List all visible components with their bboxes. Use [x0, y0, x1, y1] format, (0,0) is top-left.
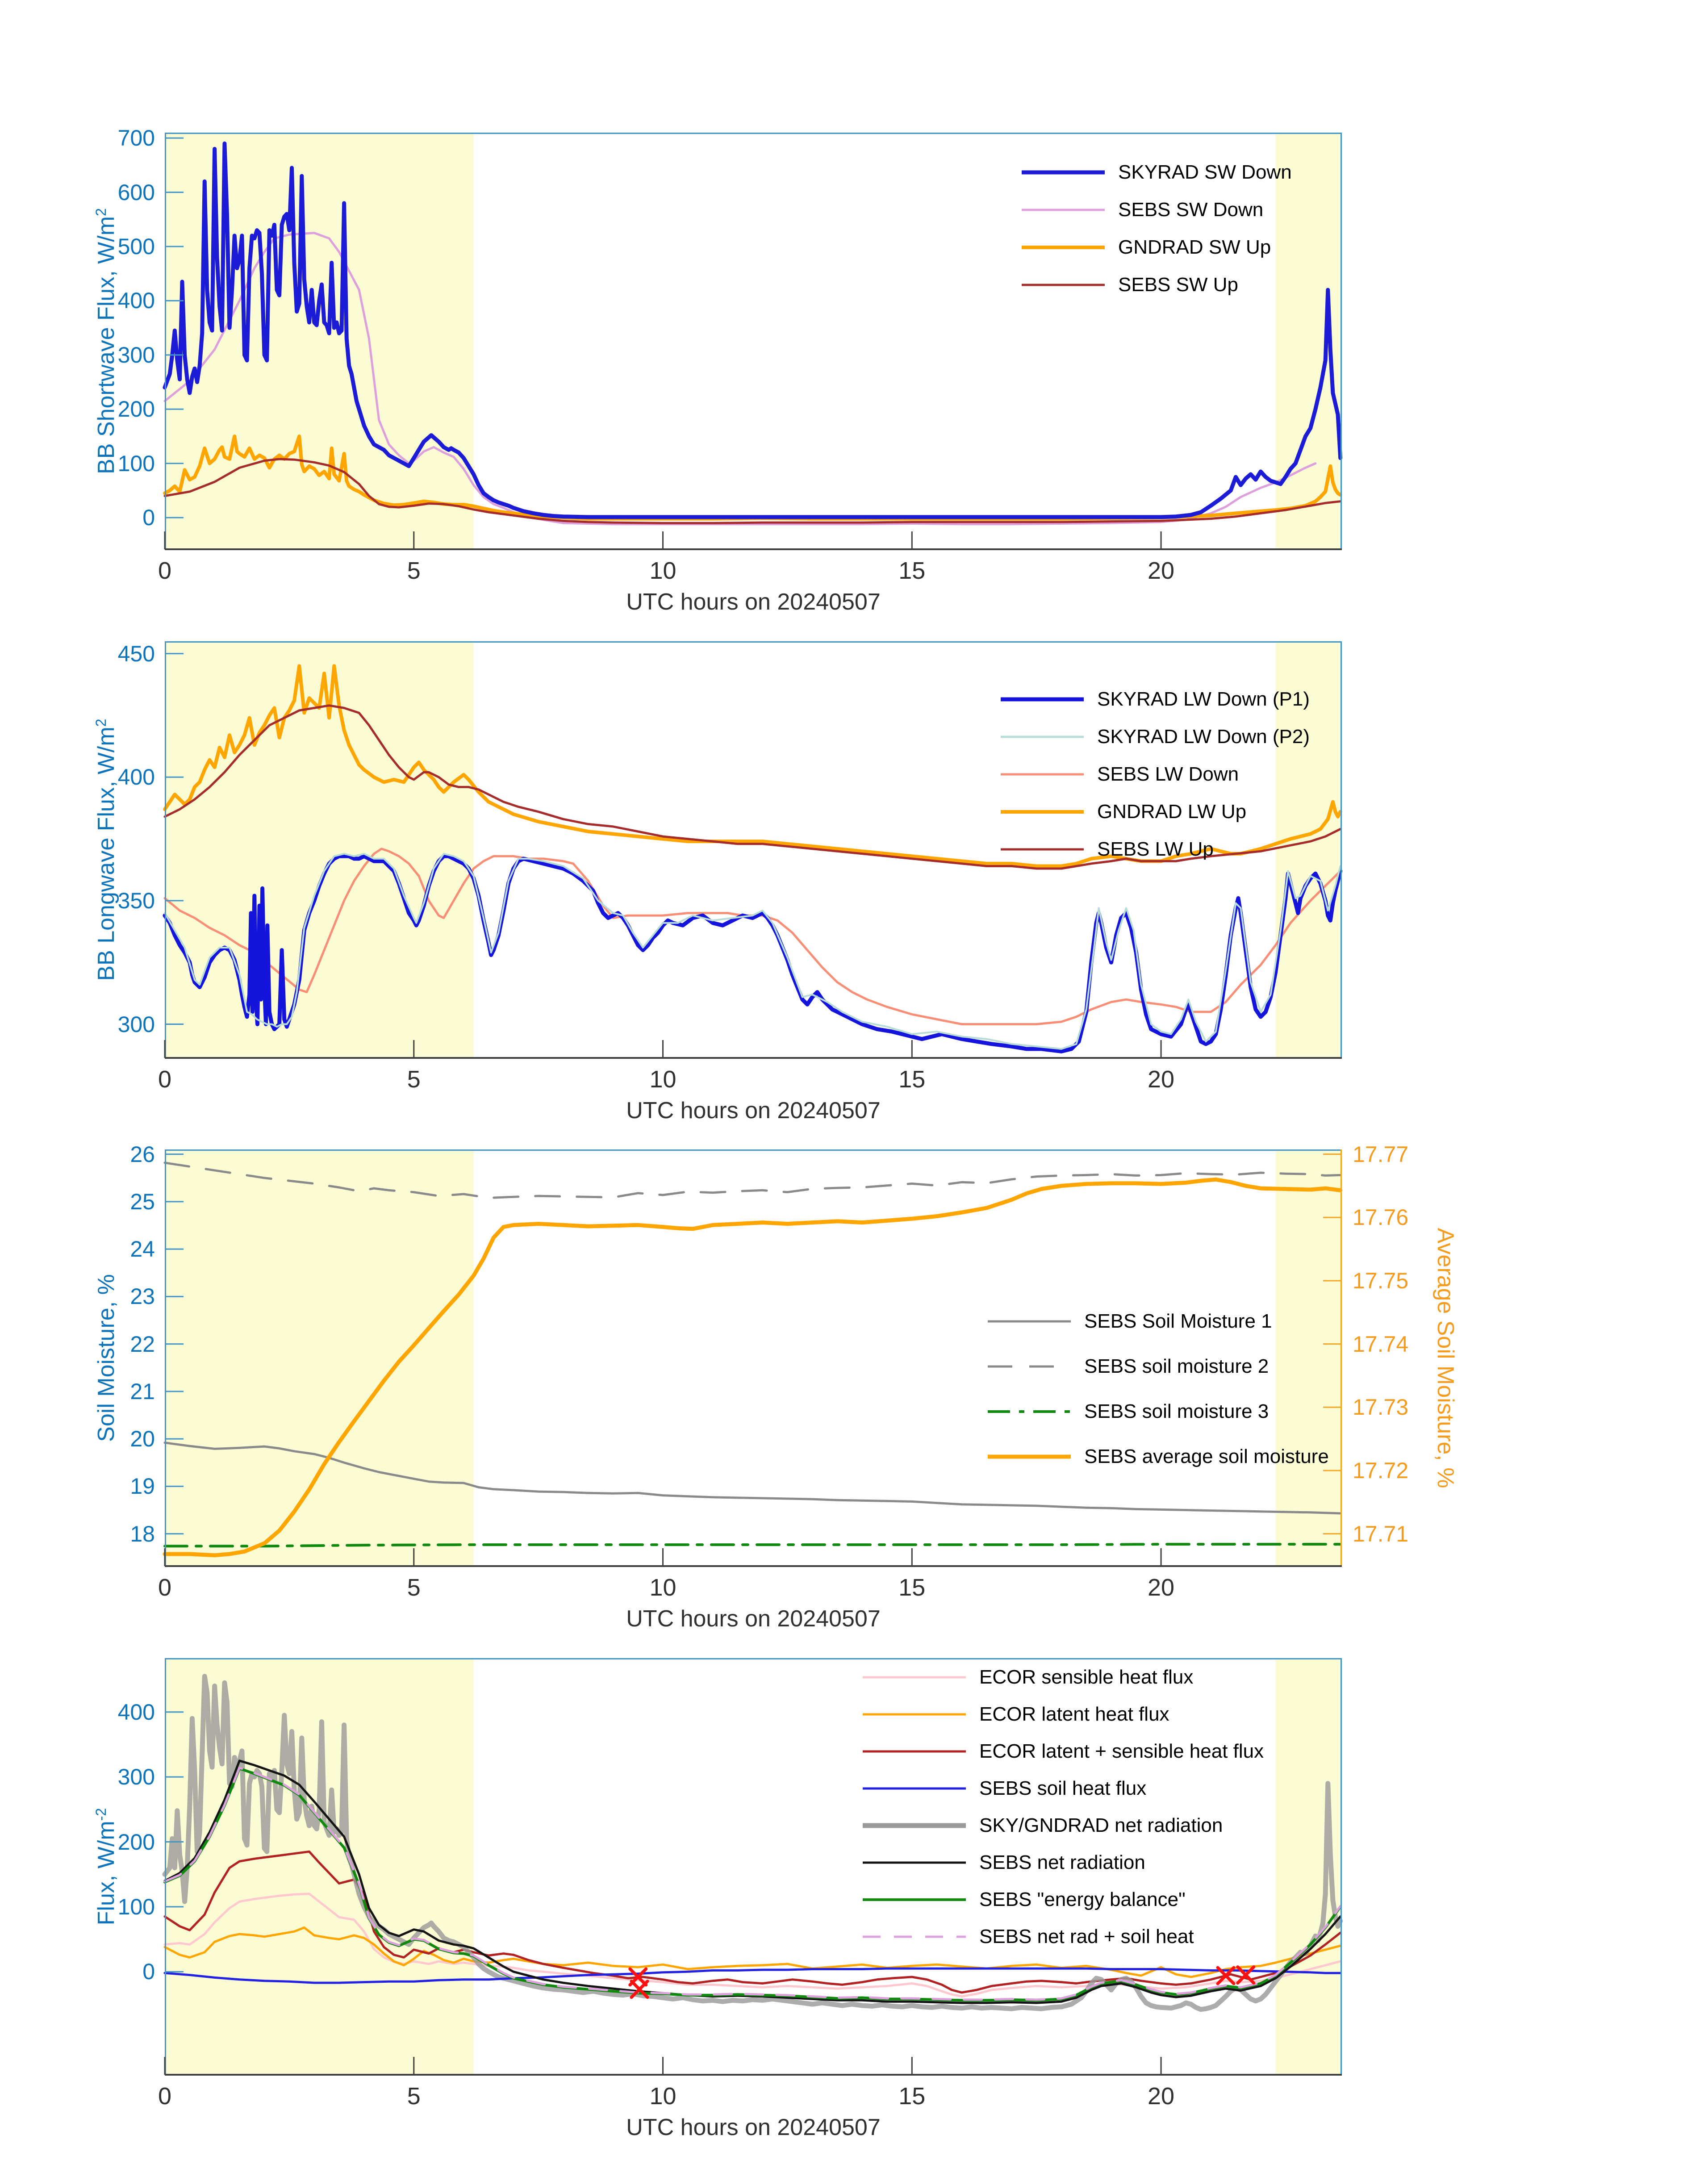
y-tick-label-right: 17.74	[1353, 1331, 1409, 1357]
legend-label: GNDRAD SW Up	[1118, 236, 1271, 258]
y-tick-label: 0	[142, 1959, 155, 1985]
y-tick-label: 200	[117, 1829, 155, 1855]
legend-line-sample	[987, 1316, 1072, 1326]
y-tick-label: 0	[142, 505, 155, 531]
y-tick-label-right: 17.75	[1353, 1268, 1409, 1293]
y-tick-label: 300	[117, 1011, 155, 1037]
legend-item	[862, 1703, 1169, 1726]
x-tick-label: 5	[407, 1066, 421, 1093]
y-tick-label: 26	[130, 1141, 155, 1167]
legend-label: SKYRAD LW Down (P1)	[1097, 688, 1310, 710]
x-tick-label: 10	[649, 2083, 677, 2110]
legend-line-sample	[1021, 242, 1106, 252]
panel-longwave-flux	[0, 641, 1708, 1155]
legend-label: SEBS LW Down	[1097, 763, 1239, 785]
y-tick-label: 21	[130, 1379, 155, 1404]
legend-item	[862, 1740, 1264, 1763]
x-tick-label: 15	[898, 2083, 926, 2110]
legend-label: SEBS Soil Moisture 1	[1084, 1310, 1272, 1332]
x-tick-label: 20	[1148, 1066, 1175, 1093]
x-tick-label: 10	[649, 1066, 677, 1093]
legend-item	[862, 1777, 1146, 1800]
legend-item	[987, 1310, 1272, 1333]
legend-label: SEBS SW Up	[1118, 274, 1238, 296]
y-tick-label: 19	[130, 1474, 155, 1499]
y-tick-label: 200	[117, 397, 155, 422]
x-tick-label: 20	[1148, 2083, 1175, 2110]
legend-label: ECOR latent + sensible heat flux	[979, 1740, 1264, 1762]
y-tick-label: 23	[130, 1284, 155, 1309]
legend-line-sample	[862, 1821, 967, 1830]
y-tick-label: 350	[117, 888, 155, 913]
x-axis-label: UTC hours on 20240507	[626, 589, 881, 615]
legend-line-sample	[862, 1858, 967, 1868]
legend-line-sample	[1000, 732, 1085, 742]
x-tick-label: 15	[898, 1066, 926, 1093]
legend-item	[987, 1446, 1329, 1468]
x-tick-label: 20	[1148, 1574, 1175, 1601]
legend-line-sample	[862, 1895, 967, 1905]
y-tick-label: 400	[117, 1699, 155, 1725]
legend-item	[1021, 161, 1292, 184]
x-tick-label: 10	[649, 1574, 677, 1601]
x-tick-label: 15	[898, 557, 926, 584]
y-tick-label: 700	[117, 125, 155, 151]
y-tick-label: 400	[117, 765, 155, 790]
legend-label: SEBS LW Up	[1097, 838, 1214, 860]
y-tick-label: 25	[130, 1189, 155, 1214]
legend-label: ECOR sensible heat flux	[979, 1666, 1194, 1688]
legend-line-sample	[1000, 844, 1085, 854]
legend-item	[1000, 688, 1310, 710]
night-band	[165, 1149, 474, 1567]
y-axis-label-shortwave: BB Shortwave Flux, $W/m^2$	[92, 208, 120, 474]
legend-label: SKY/GNDRAD net radiation	[979, 1814, 1223, 1836]
legend-line-sample	[1021, 167, 1106, 177]
legend-label: SEBS net radiation	[979, 1851, 1145, 1873]
legend-item	[987, 1400, 1269, 1423]
y-tick-label-right: 17.77	[1353, 1141, 1409, 1167]
legend-item	[862, 1889, 1186, 1911]
panel-energy-flux	[0, 1658, 1708, 2172]
legend-item	[862, 1666, 1193, 1688]
legend-label: SEBS SW Down	[1118, 199, 1264, 221]
x-axis-label: UTC hours on 20240507	[626, 1606, 881, 1632]
legend-label: SEBS soil moisture 3	[1084, 1400, 1269, 1422]
legend-label: SKYRAD LW Down (P2)	[1097, 726, 1310, 748]
x-tick-label: 0	[158, 1574, 172, 1601]
x-axis-label: UTC hours on 20240507	[626, 2114, 881, 2140]
y-tick-label: 24	[130, 1237, 155, 1262]
x-tick-label: 5	[407, 1574, 421, 1601]
legend-line-sample	[987, 1452, 1072, 1462]
legend-line-sample	[862, 1932, 967, 1942]
legend-label: SEBS soil heat flux	[979, 1777, 1147, 1799]
legend-line-sample	[862, 1709, 967, 1719]
x-tick-label: 20	[1148, 557, 1175, 584]
y-tick-label: 22	[130, 1331, 155, 1357]
legend-line-sample	[1000, 807, 1085, 817]
y-tick-label: 100	[117, 1894, 155, 1919]
flagged-point-marker	[1238, 1967, 1254, 1983]
legend-item	[1021, 274, 1238, 296]
y-tick-label: 500	[117, 234, 155, 259]
x-axis-label: UTC hours on 20240507	[626, 1098, 881, 1124]
x-tick-label: 5	[407, 557, 421, 584]
y-tick-label: 100	[117, 451, 155, 476]
legend-item	[862, 1851, 1145, 1874]
x-tick-label: 0	[158, 1066, 172, 1093]
legend-item	[862, 1926, 1194, 1948]
legend-line-sample	[1000, 769, 1085, 779]
x-tick-label: 15	[898, 1574, 926, 1601]
x-tick-label: 5	[407, 2083, 421, 2110]
y-axis-label-average-soil-moisture: Average Soil Moisture, %	[1432, 1228, 1458, 1488]
y-tick-label-right: 17.76	[1353, 1205, 1409, 1230]
y-tick-label-right: 17.72	[1353, 1458, 1409, 1483]
plot-area-shortwave	[165, 133, 1342, 550]
y-tick-label: 300	[117, 342, 155, 368]
x-tick-label: 10	[649, 557, 677, 584]
legend-item	[1000, 838, 1214, 861]
y-tick-label: 600	[117, 180, 155, 205]
y-axis-label-longwave: BB Longwave Flux, $W/m^2$	[92, 719, 120, 981]
panel-shortwave-flux	[0, 125, 1708, 646]
legend-line-sample	[1000, 694, 1085, 704]
x-tick-label: 0	[158, 557, 172, 584]
y-tick-label: 20	[130, 1426, 155, 1452]
legend-line-sample	[862, 1672, 967, 1682]
y-axis-label-flux: Flux, $W/m^{-2}$	[92, 1808, 120, 1926]
y-tick-label-right: 17.71	[1353, 1521, 1409, 1546]
legend-label: ECOR latent heat flux	[979, 1703, 1169, 1725]
y-tick-label: 18	[130, 1521, 155, 1546]
legend-line-sample	[987, 1407, 1072, 1417]
legend-label: SEBS soil moisture 2	[1084, 1355, 1269, 1377]
legend-label: SEBS average soil moisture	[1084, 1446, 1329, 1467]
y-tick-label: 300	[117, 1764, 155, 1790]
legend-label: SKYRAD SW Down	[1118, 161, 1292, 183]
legend-item	[862, 1814, 1223, 1837]
y-tick-label-right: 17.73	[1353, 1395, 1409, 1420]
legend-line-sample	[1021, 205, 1106, 215]
legend-line-sample	[1021, 280, 1106, 290]
panel-soil-moisture	[0, 1141, 1708, 1663]
legend-label: SEBS "energy balance"	[979, 1889, 1186, 1910]
x-tick-label: 0	[158, 2083, 172, 2110]
night-band	[165, 133, 474, 550]
legend-label: GNDRAD LW Up	[1097, 801, 1247, 823]
y-tick-label: 400	[117, 288, 155, 313]
y-axis-label-soil-moisture: Soil Moisture, %	[93, 1274, 120, 1442]
y-tick-label: 450	[117, 641, 155, 666]
legend-item	[1000, 801, 1246, 823]
legend-item	[1000, 763, 1239, 786]
legend-line-sample	[987, 1362, 1072, 1371]
legend-item	[1000, 726, 1310, 748]
legend-line-sample	[862, 1784, 967, 1793]
legend-item	[1021, 199, 1263, 221]
legend-line-sample	[862, 1747, 967, 1756]
legend-item	[1021, 236, 1271, 259]
legend-label: SEBS net rad + soil heat	[979, 1926, 1194, 1947]
legend-item	[987, 1355, 1269, 1378]
night-band	[1276, 1149, 1342, 1567]
